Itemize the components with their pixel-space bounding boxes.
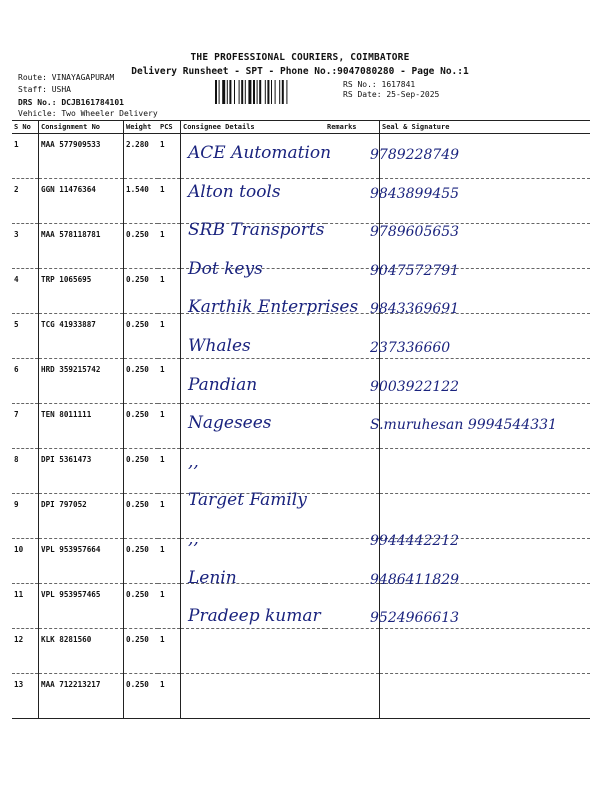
row-consignment: MAA 578118781 bbox=[39, 224, 124, 269]
col-sno: S No bbox=[12, 121, 39, 134]
row-pcs: 1 bbox=[158, 359, 181, 404]
handwritten-signature: 237336660 bbox=[370, 340, 451, 356]
handwritten-signature: 9843369691 bbox=[370, 301, 460, 318]
handwritten-consignee-name: Target Family bbox=[188, 490, 307, 511]
row-sno: 3 bbox=[12, 224, 39, 269]
handwritten-consignee-name: Dot keys bbox=[188, 258, 263, 279]
row-consignee-cell bbox=[181, 449, 326, 494]
drs-number: DRS No.: DCJB161784101 bbox=[18, 98, 124, 107]
row-weight: 0.250 bbox=[124, 584, 159, 629]
row-pcs: 1 bbox=[158, 449, 181, 494]
handwritten-consignee-name: Karthik Enterprises bbox=[188, 297, 359, 318]
row-weight: 0.250 bbox=[124, 404, 159, 449]
row-pcs: 1 bbox=[158, 314, 181, 359]
row-weight: 0.250 bbox=[124, 629, 159, 674]
row-pcs: 1 bbox=[158, 674, 181, 719]
row-sno: 9 bbox=[12, 494, 39, 539]
table-row bbox=[12, 179, 590, 224]
row-signature-cell bbox=[380, 494, 591, 539]
route-label: Route: VINAYAGAPURAM bbox=[18, 73, 115, 82]
row-consignment: VPL 953957664 bbox=[39, 539, 124, 584]
col-consignee: Consignee Details bbox=[181, 121, 326, 134]
row-signature-cell bbox=[380, 629, 591, 674]
row-pcs: 1 bbox=[158, 404, 181, 449]
table-row bbox=[12, 359, 590, 404]
row-weight: 0.250 bbox=[124, 224, 159, 269]
table-row bbox=[12, 314, 590, 359]
table-row bbox=[12, 629, 590, 674]
row-weight: 0.250 bbox=[124, 359, 159, 404]
col-weight: Weight bbox=[124, 121, 159, 134]
handwritten-signature: 9789228749 bbox=[370, 147, 460, 163]
handwritten-consignee-name: Whales bbox=[188, 336, 251, 356]
row-pcs: 1 bbox=[158, 629, 181, 674]
row-weight: 0.250 bbox=[124, 314, 159, 359]
handwritten-consignee-name: Lenin bbox=[188, 567, 237, 588]
handwritten-consignee-name: ,, bbox=[188, 529, 199, 549]
table-row bbox=[12, 449, 590, 494]
row-weight: 0.250 bbox=[124, 674, 159, 719]
rs-number: RS No.: 1617841 bbox=[343, 80, 416, 89]
row-consignment: HRD 359215742 bbox=[39, 359, 124, 404]
row-remarks-cell bbox=[325, 674, 380, 719]
row-sno: 12 bbox=[12, 629, 39, 674]
col-consignment: Consignment No bbox=[39, 121, 124, 134]
handwritten-consignee-name: Pandian bbox=[188, 374, 258, 395]
row-consignment: VPL 953957465 bbox=[39, 584, 124, 629]
handwritten-signature: 9524966613 bbox=[370, 610, 460, 627]
runsheet-subtitle: Delivery Runsheet - SPT - Phone No.:9047080280 - Page No.:1 bbox=[131, 66, 469, 77]
handwritten-signature: 9944442212 bbox=[370, 533, 460, 549]
row-sno: 8 bbox=[12, 449, 39, 494]
row-signature-cell bbox=[380, 674, 591, 719]
row-pcs: 1 bbox=[158, 134, 181, 179]
handwritten-consignee-name: ACE Automation bbox=[188, 143, 332, 163]
vehicle-label: Vehicle: Two Wheeler Delivery bbox=[18, 109, 158, 118]
row-consignment: TRP 1065695 bbox=[39, 269, 124, 314]
row-consignment: MAA 577909533 bbox=[39, 134, 124, 179]
row-weight: 1.540 bbox=[124, 179, 159, 224]
handwritten-signature: 9003922122 bbox=[370, 378, 460, 395]
handwritten-consignee-name: Nagesees bbox=[188, 413, 272, 434]
row-signature-cell bbox=[380, 449, 591, 494]
row-remarks-cell bbox=[325, 449, 380, 494]
row-consignment: MAA 712213217 bbox=[39, 674, 124, 719]
row-consignee-cell bbox=[181, 629, 326, 674]
row-pcs: 1 bbox=[158, 269, 181, 314]
handwritten-signature: S.muruhesan 9994544331 bbox=[370, 417, 557, 434]
row-weight: 0.250 bbox=[124, 494, 159, 539]
row-consignment: GGN 11476364 bbox=[39, 179, 124, 224]
row-consignment: TCG 41933887 bbox=[39, 314, 124, 359]
row-sno: 4 bbox=[12, 269, 39, 314]
row-consignment: TEN 8011111 bbox=[39, 404, 124, 449]
row-weight: 0.250 bbox=[124, 539, 159, 584]
row-remarks-cell bbox=[325, 629, 380, 674]
table-header-row bbox=[12, 121, 590, 134]
row-sno: 13 bbox=[12, 674, 39, 719]
row-sno: 7 bbox=[12, 404, 39, 449]
row-consignment: KLK 8281560 bbox=[39, 629, 124, 674]
barcode-image bbox=[215, 80, 339, 104]
handwritten-consignee-name: SRB Transports bbox=[188, 220, 325, 241]
col-remarks: Remarks bbox=[325, 121, 380, 134]
handwritten-consignee-name: Pradeep kumar bbox=[188, 606, 321, 627]
row-sno: 10 bbox=[12, 539, 39, 584]
handwritten-consignee-name: Alton tools bbox=[188, 181, 281, 202]
handwritten-consignee-name: ,, bbox=[188, 451, 199, 472]
col-signature: Seal & Signature bbox=[380, 121, 591, 134]
row-weight: 0.250 bbox=[124, 449, 159, 494]
rs-date: RS Date: 25-Sep-2025 bbox=[343, 90, 440, 99]
table-row bbox=[12, 674, 590, 719]
col-pcs: PCS bbox=[158, 121, 181, 134]
row-remarks-cell bbox=[325, 494, 380, 539]
row-sno: 1 bbox=[12, 134, 39, 179]
handwritten-signature: 9047572791 bbox=[370, 262, 460, 279]
table-row bbox=[12, 539, 590, 584]
row-pcs: 1 bbox=[158, 179, 181, 224]
row-weight: 2.280 bbox=[124, 134, 159, 179]
handwritten-signature: 9843899455 bbox=[370, 185, 460, 202]
row-pcs: 1 bbox=[158, 494, 181, 539]
row-pcs: 1 bbox=[158, 539, 181, 584]
row-pcs: 1 bbox=[158, 224, 181, 269]
row-sno: 2 bbox=[12, 179, 39, 224]
row-weight: 0.250 bbox=[124, 269, 159, 314]
handwritten-signature: 9789605653 bbox=[370, 224, 460, 241]
company-title: THE PROFESSIONAL COURIERS, COIMBATORE bbox=[190, 52, 410, 63]
row-sno: 5 bbox=[12, 314, 39, 359]
staff-label: Staff: USHA bbox=[18, 85, 71, 94]
row-pcs: 1 bbox=[158, 584, 181, 629]
row-consignment: DPI 5361473 bbox=[39, 449, 124, 494]
row-consignment: DPI 797052 bbox=[39, 494, 124, 539]
handwritten-signature: 9486411829 bbox=[370, 571, 460, 588]
row-consignee-cell bbox=[181, 674, 326, 719]
row-sno: 6 bbox=[12, 359, 39, 404]
row-sno: 11 bbox=[12, 584, 39, 629]
